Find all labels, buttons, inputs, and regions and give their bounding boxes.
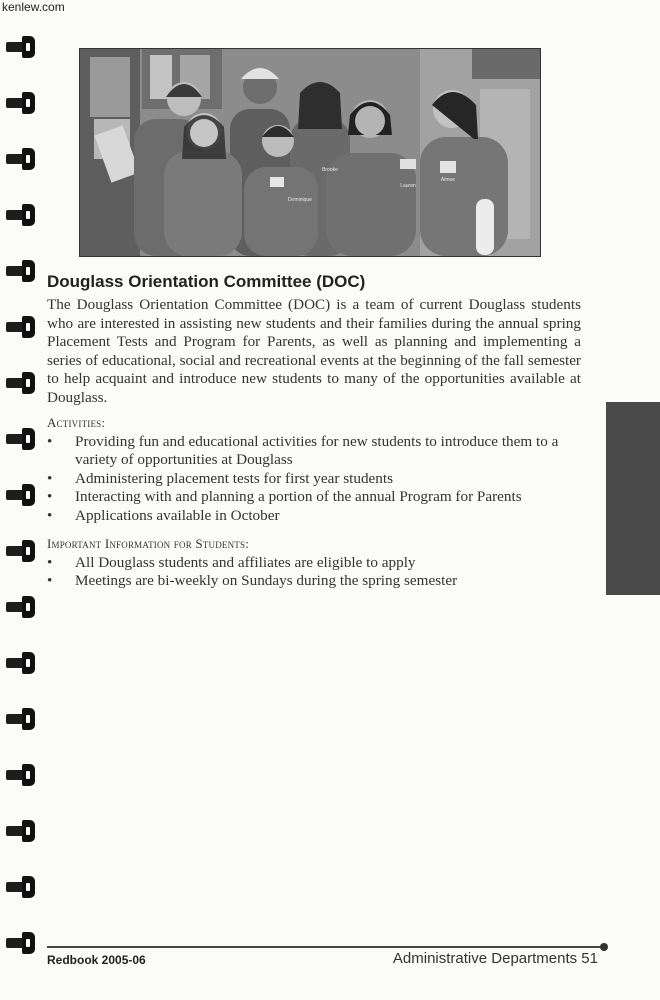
binding-ring	[6, 204, 36, 226]
list-item: • All Douglass students and affiliates are eligible to apply	[47, 554, 567, 572]
list-item: • Applications available in October	[47, 507, 567, 525]
footer-rule	[47, 946, 604, 948]
binding-ring	[6, 708, 36, 730]
intro-paragraph: The Douglass Orientation Committee (DOC) is a team of current Douglass students who are interested in assisting new students and their families during the annual spring Placement Tests and Program for Parents, as well as planning and implementing a series of educational, social and recreational events at the beginning of the fall semester to help acquaint and introduce new students to many of the opportunities available at Douglass.	[47, 296, 581, 406]
activities-list	[47, 433, 567, 525]
section-tab	[606, 402, 660, 595]
binding-ring	[6, 932, 36, 954]
site-watermark: kenlew.com	[2, 0, 65, 14]
binding-ring	[6, 764, 36, 786]
list-item: • Interacting with and planning a portion of the annual Program for Parents	[47, 488, 567, 506]
binding-ring	[6, 484, 36, 506]
group-photo-illustration	[80, 49, 540, 256]
footer-rule-endpoint	[600, 943, 608, 951]
binding-ring	[6, 36, 36, 58]
binding-ring	[6, 820, 36, 842]
binding-ring	[6, 316, 36, 338]
shirt-name: Brooke	[322, 167, 338, 173]
binding-ring	[6, 148, 36, 170]
footer-publication: Redbook 2005-06	[47, 953, 146, 967]
important-info-label: Important Information for Students:	[47, 536, 250, 551]
binding-ring	[6, 260, 36, 282]
binding-ring	[6, 540, 36, 562]
shirt-name: Lauren	[400, 183, 416, 189]
binding-ring	[6, 596, 36, 618]
binding-ring	[6, 428, 36, 450]
list-item: • Meetings are bi-weekly on Sundays during the spring semester	[47, 572, 567, 590]
shirt-name: Dominique	[288, 197, 312, 203]
binding-ring	[6, 92, 36, 114]
list-item: • Providing fun and educational activities for new students to introduce them to a variety of opportunities at Douglass	[47, 433, 567, 470]
footer-section-page: Administrative Departments 51	[392, 950, 598, 967]
list-item: • Administering placement tests for first year students	[47, 470, 567, 488]
binding-ring	[6, 876, 36, 898]
spiral-binding	[0, 30, 44, 970]
section-heading: Douglass Orientation Committee (DOC)	[47, 272, 366, 291]
activities-label: Activities:	[47, 415, 106, 430]
binding-ring	[6, 652, 36, 674]
binding-ring	[6, 372, 36, 394]
group-photo	[79, 48, 541, 257]
important-info-list	[47, 554, 567, 591]
shirt-name: Aimee	[440, 177, 456, 183]
